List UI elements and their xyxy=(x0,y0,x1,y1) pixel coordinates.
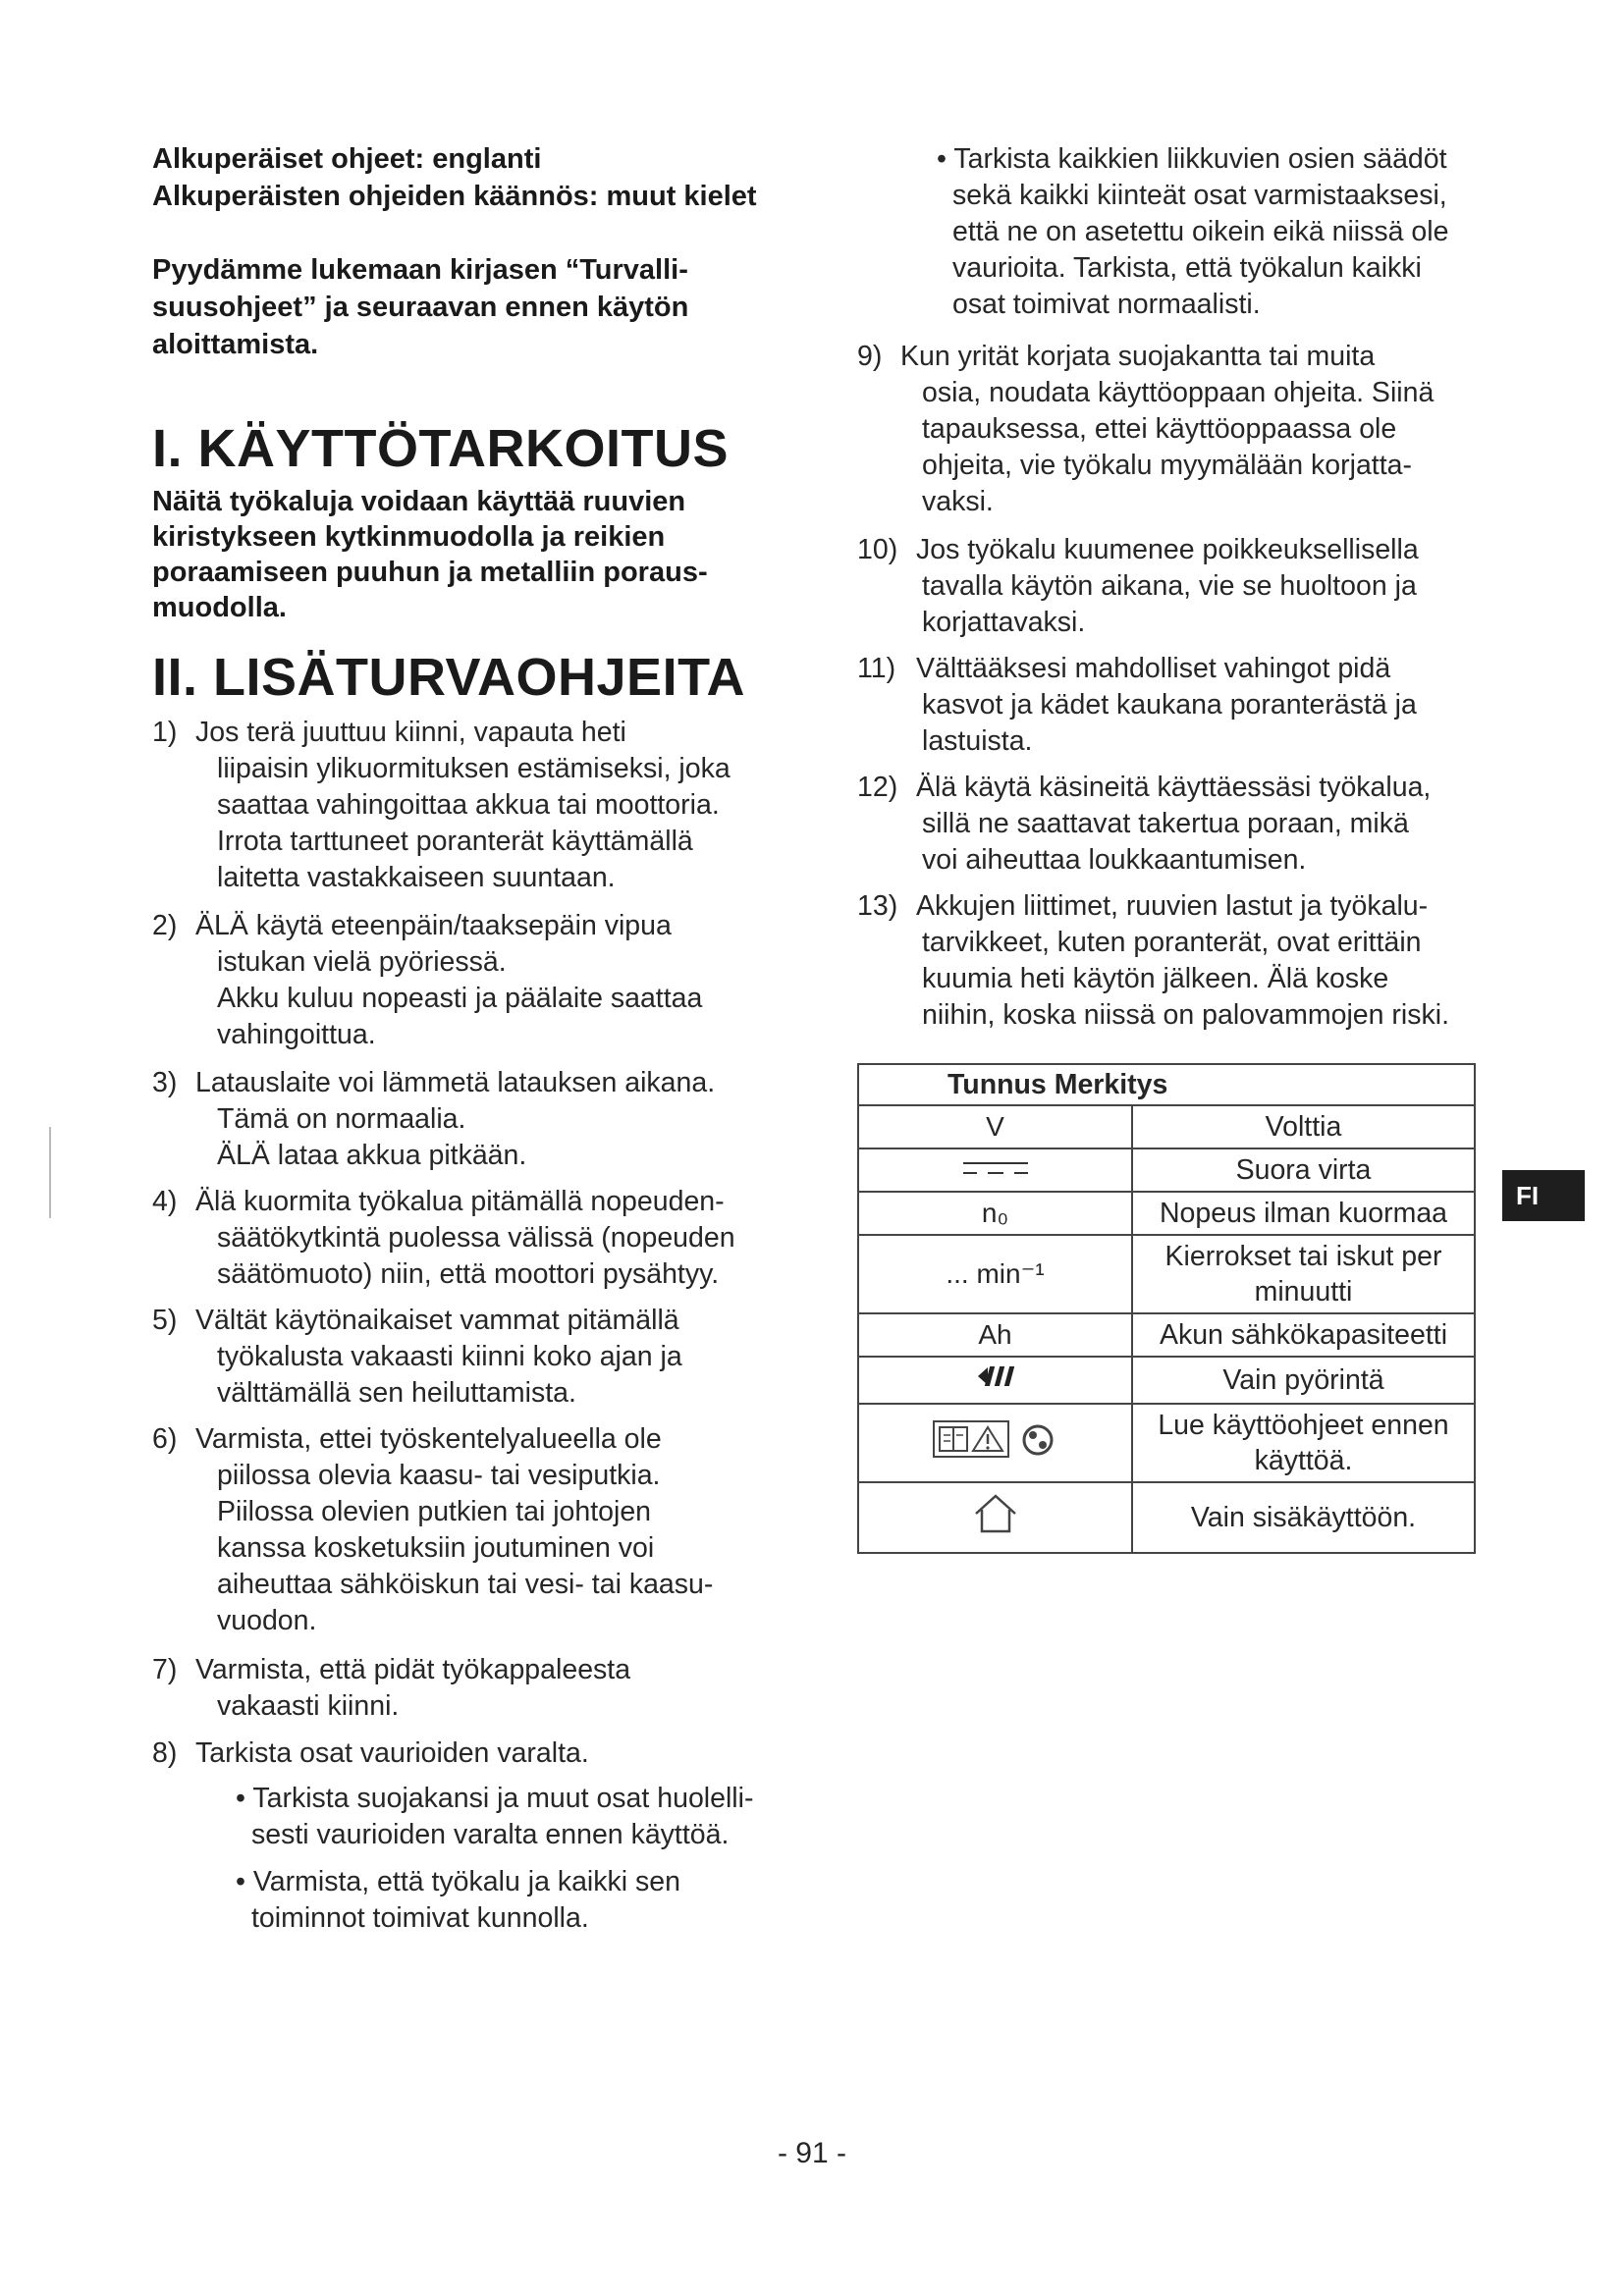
symbol-per-minute: ... min⁻¹ xyxy=(858,1235,1132,1313)
item-number: 9) xyxy=(857,341,883,372)
bullet-line: • Tarkista suojakansi ja muut osat huolelli- xyxy=(236,1783,754,1814)
item-line: kuumia heti käytön jälkeen. Älä koske xyxy=(922,963,1389,994)
symbol-volt: V xyxy=(858,1105,1132,1148)
item-number: 2) xyxy=(152,910,178,941)
item-line: voi aiheuttaa loukkaantumisen. xyxy=(922,844,1307,876)
item-number: 4) xyxy=(152,1186,178,1217)
purpose-line: poraamiseen puuhun ja metalliin poraus- xyxy=(152,557,708,588)
item-line: osia, noudata käyttöoppaan ohjeita. Siinä xyxy=(922,377,1435,408)
read-manual-icons xyxy=(858,1404,1132,1482)
meaning-cell: Vain pyörintä xyxy=(1132,1357,1475,1404)
item-line: Irrota tarttuneet poranterät käyttämällä xyxy=(217,826,693,857)
item-line: lastuista. xyxy=(922,725,1033,757)
item-line: ÄLÄ käytä eteenpäin/taaksepäin vipua xyxy=(195,910,672,941)
table-row xyxy=(858,1105,1475,1148)
table-row xyxy=(858,1148,1475,1192)
meaning-line: Kierrokset tai iskut per xyxy=(1164,1241,1442,1272)
direct-current-icon xyxy=(858,1148,1132,1192)
table-header xyxy=(858,1064,1475,1105)
meaning-line: Lue käyttöohjeet ennen xyxy=(1158,1410,1449,1441)
symbol-no-load-speed: n₀ xyxy=(858,1192,1132,1235)
item-line: säätömuoto) niin, että moottori pysähtyy. xyxy=(217,1258,720,1290)
meaning-cell xyxy=(1132,1235,1475,1313)
bullet-line: • Varmista, että työkalu ja kaikki sen xyxy=(236,1866,680,1897)
item-line: Varmista, että pidät työkappaleesta xyxy=(195,1654,631,1685)
table-header-row xyxy=(858,1064,1475,1105)
table-row xyxy=(858,1235,1475,1313)
item-line: ohjeita, vie työkalu myymälään korjatta- xyxy=(922,450,1412,481)
item-line: tarvikkeet, kuten poranterät, ovat erittäin xyxy=(922,927,1422,958)
item-line: Älä kuormita työkalua pitämällä nopeuden- xyxy=(195,1186,725,1217)
intro-block xyxy=(152,140,800,363)
meaning-cell xyxy=(1132,1404,1475,1482)
bullet-line: toiminnot toimivat kunnolla. xyxy=(251,1902,589,1934)
item-line: Vältät käytönaikaiset vammat pitämällä xyxy=(195,1305,679,1336)
bullet-line: sekä kaikki kiinteät osat varmistaaksesi, xyxy=(952,180,1447,211)
table-row xyxy=(858,1192,1475,1235)
language-tab: FI xyxy=(1502,1170,1585,1221)
item-number: 7) xyxy=(152,1654,178,1685)
item-line: vakaasti kiinni. xyxy=(217,1690,400,1722)
read-notice-line: suusohjeet” ja seuraavan ennen käytön xyxy=(152,292,689,323)
item-line: Tämä on normaalia. xyxy=(217,1103,466,1135)
item-line: kasvot ja kädet kaukana poranterästä ja xyxy=(922,689,1417,721)
item-number: 3) xyxy=(152,1067,178,1098)
table-row xyxy=(858,1357,1475,1404)
item-line: sillä ne saattavat takertua poraan, mikä xyxy=(922,808,1409,839)
item-line: Akkujen liittimet, ruuvien lastut ja työkalu- xyxy=(916,890,1429,922)
meaning-cell: Vain sisäkäyttöön. xyxy=(1132,1482,1475,1553)
symbol-table xyxy=(857,1063,1476,1554)
bullet-line: osat toimivat normaalisti. xyxy=(952,289,1261,320)
translation-note: Alkuperäisten ohjeiden käännös: muut kielet xyxy=(152,181,757,212)
table-header-text: Tunnus Merkitys xyxy=(947,1069,1168,1100)
table-row xyxy=(858,1404,1475,1482)
item-line: vahingoittua. xyxy=(217,1019,376,1050)
item-line: korjattavaksi. xyxy=(922,607,1086,638)
item-number: 11) xyxy=(857,653,896,684)
meaning-cell: Nopeus ilman kuormaa xyxy=(1132,1192,1475,1235)
item-number: 8) xyxy=(152,1737,178,1769)
read-notice-line: Pyydämme lukemaan kirjasen “Turvalli- xyxy=(152,254,688,286)
purpose-line: Näitä työkaluja voidaan käyttää ruuvien xyxy=(152,486,686,517)
item-number: 1) xyxy=(152,717,178,748)
item-line: liipaisin ylikuormituksen estämiseksi, joka xyxy=(217,753,731,784)
meaning-line: minuutti xyxy=(1254,1276,1353,1308)
item-line: tapauksessa, ettei käyttöoppaassa ole xyxy=(922,413,1397,445)
table-row xyxy=(858,1313,1475,1357)
bullet-item xyxy=(236,1864,680,1937)
table-row xyxy=(858,1482,1475,1553)
item-line: tavalla käytön aikana, vie se huoltoon ja xyxy=(922,570,1417,602)
purpose-line: muodolla. xyxy=(152,592,287,623)
item-line: välttämällä sen heiluttamista. xyxy=(217,1377,576,1409)
item-number: 10) xyxy=(857,534,898,565)
item-line: Kun yrität korjata suojakantta tai muita xyxy=(900,341,1376,372)
symbol-amp-hour: Ah xyxy=(858,1313,1132,1357)
item-line: ÄLÄ lataa akkua pitkään. xyxy=(217,1140,527,1171)
read-notice-line: aloittamista. xyxy=(152,329,319,360)
item-line: laitetta vastakkaiseen suuntaan. xyxy=(217,862,616,893)
indoor-use-icon xyxy=(858,1482,1132,1553)
item-line: piilossa olevia kaasu- tai vesiputkia. xyxy=(217,1460,661,1491)
item-line: työkalusta vakaasti kiinni koko ajan ja xyxy=(217,1341,682,1372)
page-number: - 91 - xyxy=(777,2137,847,2169)
meaning-line: käyttöä. xyxy=(1254,1445,1353,1476)
bullet-line: • Tarkista kaikkien liikkuvien osien säädöt xyxy=(937,143,1447,175)
section-title-safety: II. LISÄTURVAOHJEITA xyxy=(152,648,746,707)
purpose-line: kiristykseen kytkinmuodolla ja reikien xyxy=(152,521,666,553)
item-line: vuodon. xyxy=(217,1605,317,1636)
margin-mark xyxy=(49,1127,51,1218)
bullet-item xyxy=(236,1781,753,1853)
section-title-purpose: I. KÄYTTÖTARKOITUS xyxy=(152,419,729,478)
bullet-item xyxy=(937,141,1448,323)
item-line: aiheuttaa sähköiskun tai vesi- tai kaasu- xyxy=(217,1569,714,1600)
item-line: vaksi. xyxy=(922,486,994,517)
purpose-text xyxy=(152,484,781,625)
item-line: Jos terä juuttuu kiinni, vapauta heti xyxy=(195,717,626,748)
bullet-line: että ne on asetettu oikein eikä niissä ole xyxy=(952,216,1449,247)
item-line: Välttääksesi mahdolliset vahingot pidä xyxy=(916,653,1391,684)
bullet-line: sesti vaurioiden varalta ennen käyttöä. xyxy=(251,1819,730,1850)
item-line: niihin, koska niissä on palovammojen riski. xyxy=(922,999,1449,1031)
item-line: kanssa kosketuksiin joutuminen voi xyxy=(217,1532,655,1564)
item-line: Piilossa olevien putkien tai johtojen xyxy=(217,1496,652,1527)
item-number: 13) xyxy=(857,890,898,922)
meaning-cell: Akun sähkökapasiteetti xyxy=(1132,1313,1475,1357)
meaning-cell: Volttia xyxy=(1132,1105,1475,1148)
bullet-line: vaurioita. Tarkista, että työkalun kaikki xyxy=(952,252,1422,284)
item-line: istukan vielä pyöriessä. xyxy=(217,946,507,978)
item-line: saattaa vahingoittaa akkua tai moottoria. xyxy=(217,789,720,821)
original-instructions: Alkuperäiset ohjeet: englanti xyxy=(152,143,542,175)
rotation-only-icon xyxy=(858,1357,1132,1404)
item-line: Akku kuluu nopeasti ja päälaite saattaa xyxy=(217,983,703,1014)
item-line: Varmista, ettei työskentelyalueella ole xyxy=(195,1423,662,1455)
item-line: Älä käytä käsineitä käyttäessäsi työkalua, xyxy=(916,772,1432,803)
item-number: 6) xyxy=(152,1423,178,1455)
item-line: Jos työkalu kuumenee poikkeuksellisella xyxy=(916,534,1419,565)
item-number: 5) xyxy=(152,1305,178,1336)
item-line: säätökytkintä puolessa välissä (nopeuden xyxy=(217,1222,735,1254)
item-line: Tarkista osat vaurioiden varalta. xyxy=(195,1737,589,1769)
item-number: 12) xyxy=(857,772,898,803)
meaning-cell: Suora virta xyxy=(1132,1148,1475,1192)
item-line: Latauslaite voi lämmetä latauksen aikana. xyxy=(195,1067,716,1098)
